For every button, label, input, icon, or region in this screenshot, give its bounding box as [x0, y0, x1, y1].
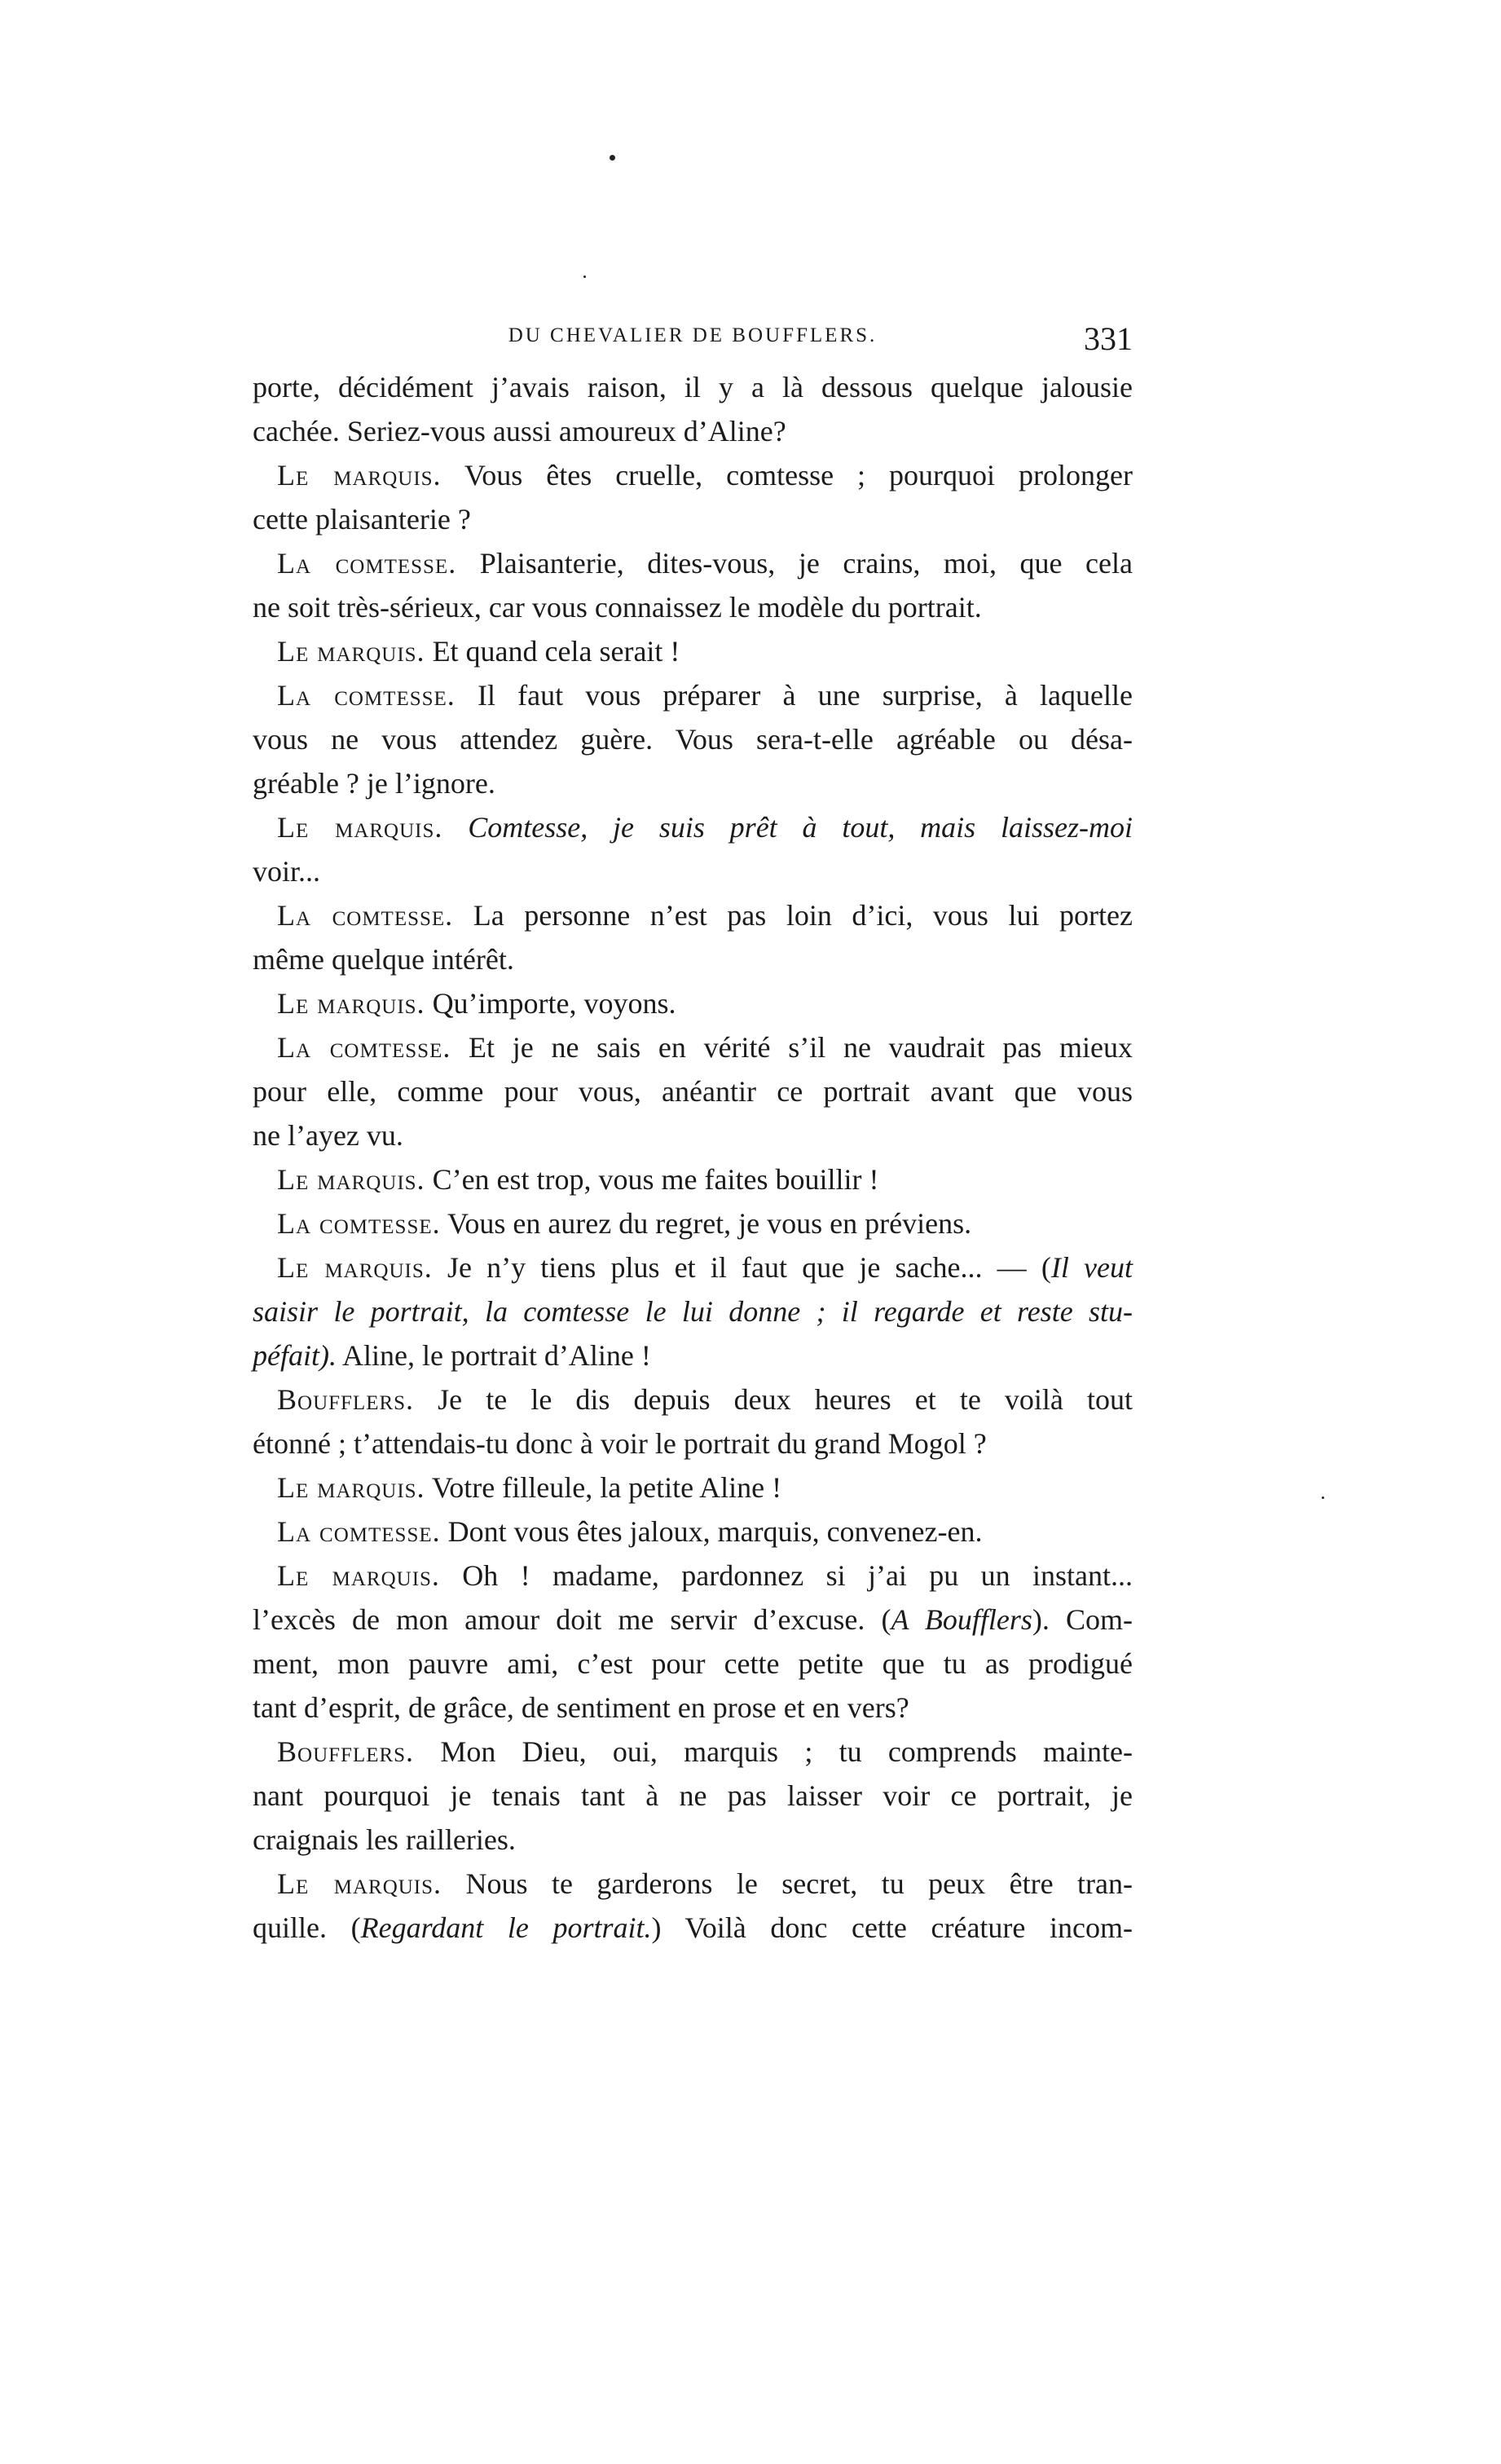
text-line: ne soit très-sérieux, car vous connaissez le modèle du portrait. [253, 591, 982, 624]
dialogue-line: Le marquis. Votre filleule, la petite Aline ! [277, 1471, 782, 1504]
dialogue-line: Boufflers. Mon Dieu, oui, marquis ; tu comprends mainte- [277, 1735, 1133, 1768]
dialogue-line: La comtesse. Vous en aurez du regret, je vous en préviens. [277, 1207, 972, 1240]
speaker-name: La comtesse. [277, 1207, 441, 1240]
speaker-name: Le marquis. [277, 1471, 425, 1504]
stage-direction-line: saisir le portrait, la comtesse le lui donne ; il regarde et reste stu- [253, 1295, 1133, 1328]
text-line: même quelque intérêt. [253, 943, 514, 976]
speaker-name: La comtesse. [277, 679, 456, 712]
speaker-name: Boufflers. [277, 1735, 415, 1768]
dialogue-line: La comtesse. Et je ne sais en vérité s’il ne vaudrait pas mieux [277, 1031, 1133, 1064]
speaker-name: La comtesse. [277, 1515, 441, 1548]
dialogue-line: La comtesse. Dont vous êtes jaloux, marquis, convenez-en. [277, 1515, 983, 1548]
ink-speck [610, 155, 615, 161]
speaker-name: La comtesse. [277, 1031, 451, 1064]
text-line: péfait). Aline, le portrait d’Aline ! [253, 1339, 651, 1372]
dialogue-line: Le marquis. Oh ! madame, pardonnez si j’ai pu un instant... [277, 1559, 1133, 1592]
speaker-name: Le marquis. [277, 987, 425, 1020]
dialogue-line: Le marquis. C’en est trop, vous me faites bouillir ! [277, 1163, 879, 1196]
running-head [253, 320, 1133, 365]
page-number: 331 [1084, 320, 1133, 357]
ink-speck [583, 275, 586, 278]
dialogue-line: La comtesse. La personne n’est pas loin d’ici, vous lui portez [277, 899, 1133, 932]
dialogue-line: Le marquis. Et quand cela serait ! [277, 635, 680, 668]
text-line: tant d’esprit, de grâce, de sentiment en prose et en vers? [253, 1691, 909, 1724]
speaker-name: Le marquis. [277, 1251, 433, 1284]
speaker-name: La comtesse. [277, 899, 454, 932]
speaker-name: Boufflers. [277, 1383, 415, 1416]
dialogue-line: Boufflers. Je te le dis depuis deux heures et te voilà tout [277, 1383, 1133, 1416]
speaker-name: Le marquis. [277, 811, 443, 844]
text-line: ne l’ayez vu. [253, 1119, 403, 1152]
text-line: étonné ; t’attendais-tu donc à voir le portrait du grand Mogol ? [253, 1427, 987, 1460]
speaker-name: La comtesse. [277, 547, 457, 580]
dialogue-line: La comtesse. Plaisanterie, dites-vous, je crains, moi, que cela [277, 547, 1133, 580]
text-line: l’excès de mon amour doit me servir d’excuse. (A Boufflers). Com- [253, 1603, 1133, 1636]
dialogue-line: La comtesse. Il faut vous préparer à une surprise, à laquelle [277, 679, 1133, 712]
text-line: nant pourquoi je tenais tant à ne pas laisser voir ce portrait, je [253, 1779, 1133, 1812]
text-line: pour elle, comme pour vous, anéantir ce portrait avant que vous [253, 1075, 1133, 1108]
speaker-name: Le marquis. [277, 1867, 442, 1900]
dialogue-line: Le marquis. Vous êtes cruelle, comtesse ; pourquoi prolonger [277, 459, 1133, 491]
dialogue-line: Le marquis. Nous te garderons le secret, tu peux être tran- [277, 1867, 1133, 1900]
text-line: voir... [253, 855, 321, 888]
speaker-name: Le marquis. [277, 1559, 440, 1592]
text-line: cette plaisanterie ? [253, 503, 471, 536]
dialogue-line: Le marquis. Je n’y tiens plus et il faut que je sache... — (Il veut [277, 1251, 1133, 1284]
speaker-name: Le marquis. [277, 635, 425, 668]
dialogue-text [253, 365, 1133, 1950]
text-line: cachée. Seriez-vous aussi amoureux d’Aline? [253, 415, 786, 447]
speaker-name: Le marquis. [277, 459, 442, 491]
text-line: porte, décidément j’avais raison, il y a là dessous quelque jalousie [253, 371, 1133, 403]
text-line: gréable ? je l’ignore. [253, 767, 495, 800]
speaker-name: Le marquis. [277, 1163, 425, 1196]
dialogue-line: Le marquis. Qu’importe, voyons. [277, 987, 676, 1020]
text-line: quille. (Regardant le portrait.) Voilà donc cette créature incom- [253, 1911, 1133, 1944]
dialogue-line: Le marquis. Comtesse, je suis prêt à tout, mais laissez-moi [277, 811, 1133, 844]
running-title: DU CHEVALIER DE BOUFFLERS. [508, 324, 878, 346]
text-line: vous ne vous attendez guère. Vous sera-t-elle agréable ou désa- [253, 723, 1133, 756]
text-line: craignais les railleries. [253, 1823, 516, 1856]
ink-speck [1322, 1496, 1324, 1499]
text-line: ment, mon pauvre ami, c’est pour cette petite que tu as prodigué [253, 1647, 1133, 1680]
